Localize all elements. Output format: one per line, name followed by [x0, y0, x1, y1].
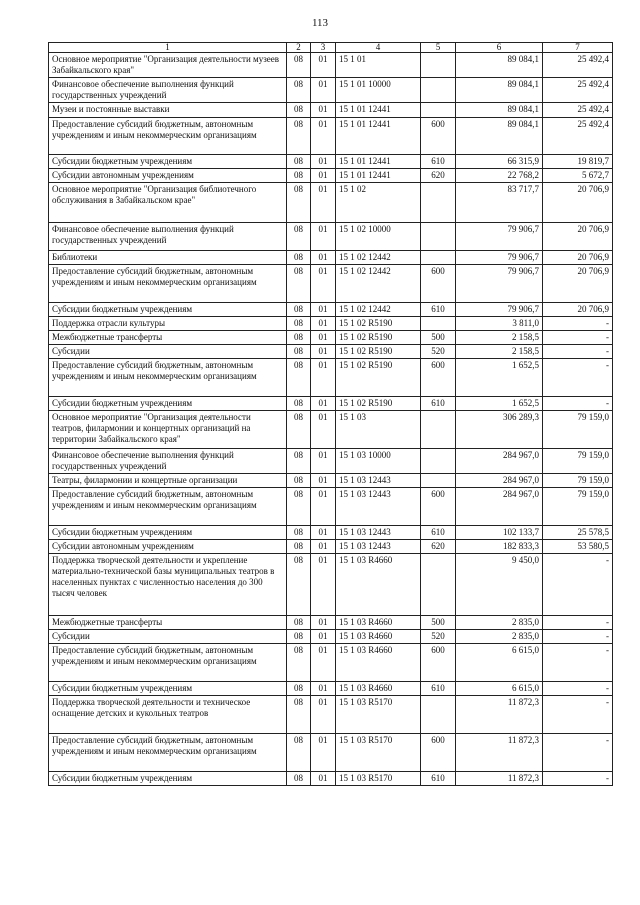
row-amount-2-cell: 19 819,7 [543, 155, 613, 169]
row-expense-type-cell [421, 251, 456, 265]
row-name-cell: Субсидии бюджетным учреждениям [49, 303, 287, 317]
row-expense-type-cell [421, 53, 456, 78]
row-amount-1-cell: 9 450,0 [456, 554, 543, 616]
row-subsection-cell: 01 [311, 265, 336, 303]
row-target-article-cell: 15 1 01 12441 [336, 118, 421, 155]
row-amount-2-cell: 25 492,4 [543, 118, 613, 155]
row-amount-1-cell: 89 084,1 [456, 78, 543, 103]
row-amount-1-cell: 89 084,1 [456, 53, 543, 78]
table-row [49, 772, 613, 786]
row-subsection-cell: 01 [311, 616, 336, 630]
row-section-cell: 08 [287, 554, 311, 616]
row-target-article-cell: 15 1 03 10000 [336, 449, 421, 474]
table-row [49, 682, 613, 696]
row-subsection-cell: 01 [311, 251, 336, 265]
row-amount-2-cell: 25 492,4 [543, 53, 613, 78]
table-row [49, 644, 613, 682]
row-target-article-cell: 15 1 03 12443 [336, 540, 421, 554]
row-name-cell: Предоставление субсидий бюджетным, автономным учреждениям и иным некоммерческим организациям [49, 359, 287, 397]
row-target-article-cell: 15 1 02 R5190 [336, 345, 421, 359]
row-section-cell: 08 [287, 682, 311, 696]
row-subsection-cell: 01 [311, 411, 336, 449]
table-row [49, 183, 613, 223]
row-amount-1-cell: 6 615,0 [456, 644, 543, 682]
row-name-cell: Основное мероприятие "Организация библиотечного обслуживания в Забайкальском крае" [49, 183, 287, 223]
table-row [49, 734, 613, 772]
row-expense-type-cell: 610 [421, 303, 456, 317]
table-row [49, 303, 613, 317]
row-target-article-cell: 15 1 03 R4660 [336, 630, 421, 644]
row-expense-type-cell [421, 411, 456, 449]
table-row [49, 345, 613, 359]
row-expense-type-cell: 520 [421, 345, 456, 359]
row-section-cell: 08 [287, 223, 311, 251]
row-subsection-cell: 01 [311, 155, 336, 169]
row-name-cell: Межбюджетные трансферты [49, 331, 287, 345]
row-amount-1-cell: 66 315,9 [456, 155, 543, 169]
row-target-article-cell: 15 1 02 R5190 [336, 317, 421, 331]
row-name-cell: Музеи и постоянные выставки [49, 103, 287, 118]
row-section-cell: 08 [287, 345, 311, 359]
row-amount-1-cell: 182 833,3 [456, 540, 543, 554]
header-col-7: 7 [543, 43, 613, 53]
row-subsection-cell: 01 [311, 540, 336, 554]
row-amount-2-cell: 53 580,5 [543, 540, 613, 554]
row-expense-type-cell: 610 [421, 772, 456, 786]
table-row [49, 411, 613, 449]
row-amount-2-cell: - [543, 644, 613, 682]
row-expense-type-cell [421, 449, 456, 474]
row-subsection-cell: 01 [311, 682, 336, 696]
row-expense-type-cell: 610 [421, 155, 456, 169]
row-subsection-cell: 01 [311, 183, 336, 223]
row-target-article-cell: 15 1 03 12443 [336, 526, 421, 540]
row-amount-2-cell: 25 492,4 [543, 78, 613, 103]
row-amount-1-cell: 79 906,7 [456, 303, 543, 317]
table-row [49, 223, 613, 251]
row-amount-2-cell: - [543, 331, 613, 345]
row-amount-2-cell: 20 706,9 [543, 251, 613, 265]
row-expense-type-cell: 600 [421, 359, 456, 397]
row-amount-2-cell: - [543, 317, 613, 331]
row-section-cell: 08 [287, 474, 311, 488]
row-amount-1-cell: 79 906,7 [456, 251, 543, 265]
row-amount-1-cell: 1 652,5 [456, 397, 543, 411]
row-expense-type-cell [421, 317, 456, 331]
row-subsection-cell: 01 [311, 474, 336, 488]
row-subsection-cell: 01 [311, 317, 336, 331]
row-amount-2-cell: - [543, 616, 613, 630]
row-target-article-cell: 15 1 02 [336, 183, 421, 223]
row-subsection-cell: 01 [311, 449, 336, 474]
row-target-article-cell: 15 1 03 R5170 [336, 734, 421, 772]
row-amount-1-cell: 11 872,3 [456, 772, 543, 786]
row-subsection-cell: 01 [311, 526, 336, 540]
row-amount-1-cell: 2 158,5 [456, 345, 543, 359]
row-name-cell: Субсидии бюджетным учреждениям [49, 682, 287, 696]
table-row [49, 118, 613, 155]
row-subsection-cell: 01 [311, 772, 336, 786]
row-expense-type-cell: 610 [421, 682, 456, 696]
row-section-cell: 08 [287, 449, 311, 474]
row-name-cell: Финансовое обеспечение выполнения функций государственных учреждений [49, 223, 287, 251]
row-section-cell: 08 [287, 616, 311, 630]
row-amount-2-cell: 20 706,9 [543, 223, 613, 251]
table-row [49, 474, 613, 488]
row-name-cell: Поддержка творческой деятельности и укрепление материально-технической базы муниципальных театров в населенных пунктах с численностью населения до 300 тысяч человек [49, 554, 287, 616]
row-target-article-cell: 15 1 03 R5170 [336, 772, 421, 786]
row-name-cell: Поддержка творческой деятельности и техническое оснащение детских и кукольных театров [49, 696, 287, 734]
budget-table [48, 42, 613, 786]
table-row [49, 155, 613, 169]
row-section-cell: 08 [287, 630, 311, 644]
row-name-cell: Основное мероприятие "Организация деятельности театров, филармонии и концертных организаций на территории Забайкальского края" [49, 411, 287, 449]
row-amount-2-cell: 79 159,0 [543, 488, 613, 526]
table-row [49, 265, 613, 303]
row-expense-type-cell [421, 474, 456, 488]
row-amount-2-cell: - [543, 696, 613, 734]
row-subsection-cell: 01 [311, 734, 336, 772]
row-amount-1-cell: 22 768,2 [456, 169, 543, 183]
row-expense-type-cell: 620 [421, 540, 456, 554]
row-section-cell: 08 [287, 331, 311, 345]
row-amount-2-cell: 25 578,5 [543, 526, 613, 540]
row-amount-2-cell: 20 706,9 [543, 265, 613, 303]
row-name-cell: Субсидии [49, 630, 287, 644]
row-target-article-cell: 15 1 03 R5170 [336, 696, 421, 734]
row-expense-type-cell: 600 [421, 644, 456, 682]
table-row [49, 359, 613, 397]
row-expense-type-cell: 600 [421, 118, 456, 155]
row-target-article-cell: 15 1 03 R4660 [336, 616, 421, 630]
row-target-article-cell: 15 1 02 R5190 [336, 359, 421, 397]
row-name-cell: Предоставление субсидий бюджетным, автономным учреждениям и иным некоммерческим организациям [49, 488, 287, 526]
row-name-cell: Поддержка отрасли культуры [49, 317, 287, 331]
table-row [49, 317, 613, 331]
row-name-cell: Предоставление субсидий бюджетным, автономным учреждениям и иным некоммерческим организациям [49, 265, 287, 303]
row-section-cell: 08 [287, 251, 311, 265]
row-expense-type-cell [421, 103, 456, 118]
row-amount-1-cell: 2 158,5 [456, 331, 543, 345]
row-section-cell: 08 [287, 644, 311, 682]
header-col-4: 4 [336, 43, 421, 53]
row-expense-type-cell: 610 [421, 397, 456, 411]
row-subsection-cell: 01 [311, 53, 336, 78]
row-amount-2-cell: - [543, 630, 613, 644]
table-body [49, 53, 613, 786]
table-row [49, 630, 613, 644]
row-section-cell: 08 [287, 696, 311, 734]
row-target-article-cell: 15 1 03 R4660 [336, 644, 421, 682]
row-target-article-cell: 15 1 02 R5190 [336, 331, 421, 345]
row-target-article-cell: 15 1 02 R5190 [336, 397, 421, 411]
row-amount-1-cell: 2 835,0 [456, 630, 543, 644]
table-row [49, 78, 613, 103]
row-expense-type-cell [421, 78, 456, 103]
row-subsection-cell: 01 [311, 397, 336, 411]
row-expense-type-cell [421, 223, 456, 251]
row-section-cell: 08 [287, 488, 311, 526]
row-target-article-cell: 15 1 02 12442 [336, 265, 421, 303]
table-row [49, 526, 613, 540]
row-section-cell: 08 [287, 540, 311, 554]
row-amount-1-cell: 284 967,0 [456, 488, 543, 526]
row-amount-2-cell: - [543, 772, 613, 786]
table-row [49, 251, 613, 265]
row-expense-type-cell: 600 [421, 488, 456, 526]
row-amount-1-cell: 284 967,0 [456, 474, 543, 488]
row-target-article-cell: 15 1 02 10000 [336, 223, 421, 251]
row-name-cell: Субсидии бюджетным учреждениям [49, 772, 287, 786]
row-expense-type-cell: 600 [421, 265, 456, 303]
row-subsection-cell: 01 [311, 223, 336, 251]
table-row [49, 53, 613, 78]
row-subsection-cell: 01 [311, 630, 336, 644]
row-amount-2-cell: - [543, 345, 613, 359]
row-expense-type-cell: 610 [421, 526, 456, 540]
row-amount-2-cell: - [543, 359, 613, 397]
row-target-article-cell: 15 1 01 10000 [336, 78, 421, 103]
page-number: 113 [311, 17, 329, 29]
row-subsection-cell: 01 [311, 103, 336, 118]
row-expense-type-cell [421, 696, 456, 734]
row-name-cell: Предоставление субсидий бюджетным, автономным учреждениям и иным некоммерческим организациям [49, 118, 287, 155]
row-amount-2-cell: 79 159,0 [543, 474, 613, 488]
row-name-cell: Субсидии автономным учреждениям [49, 540, 287, 554]
row-subsection-cell: 01 [311, 696, 336, 734]
row-subsection-cell: 01 [311, 169, 336, 183]
row-amount-1-cell: 11 872,3 [456, 696, 543, 734]
row-target-article-cell: 15 1 03 [336, 411, 421, 449]
row-amount-2-cell: - [543, 734, 613, 772]
row-amount-1-cell: 3 811,0 [456, 317, 543, 331]
table-row [49, 488, 613, 526]
row-subsection-cell: 01 [311, 78, 336, 103]
row-amount-2-cell: 25 492,4 [543, 103, 613, 118]
row-section-cell: 08 [287, 772, 311, 786]
row-name-cell: Субсидии бюджетным учреждениям [49, 397, 287, 411]
table-row [49, 540, 613, 554]
row-amount-2-cell: 79 159,0 [543, 449, 613, 474]
row-name-cell: Субсидии [49, 345, 287, 359]
row-amount-1-cell: 11 872,3 [456, 734, 543, 772]
row-section-cell: 08 [287, 183, 311, 223]
row-section-cell: 08 [287, 53, 311, 78]
row-target-article-cell: 15 1 01 12441 [336, 169, 421, 183]
row-amount-2-cell: 79 159,0 [543, 411, 613, 449]
row-amount-1-cell: 89 084,1 [456, 118, 543, 155]
row-name-cell: Театры, филармонии и концертные организации [49, 474, 287, 488]
row-name-cell: Финансовое обеспечение выполнения функций государственных учреждений [49, 78, 287, 103]
row-target-article-cell: 15 1 03 12443 [336, 474, 421, 488]
row-amount-2-cell: - [543, 554, 613, 616]
row-section-cell: 08 [287, 118, 311, 155]
row-target-article-cell: 15 1 02 12442 [336, 303, 421, 317]
row-section-cell: 08 [287, 411, 311, 449]
header-row [49, 43, 613, 53]
table-row [49, 554, 613, 616]
row-amount-1-cell: 83 717,7 [456, 183, 543, 223]
row-section-cell: 08 [287, 103, 311, 118]
row-amount-1-cell: 6 615,0 [456, 682, 543, 696]
row-subsection-cell: 01 [311, 488, 336, 526]
row-section-cell: 08 [287, 317, 311, 331]
header-col-3: 3 [311, 43, 336, 53]
row-name-cell: Субсидии бюджетным учреждениям [49, 526, 287, 540]
table-row [49, 397, 613, 411]
row-amount-1-cell: 79 906,7 [456, 265, 543, 303]
table-row [49, 169, 613, 183]
row-target-article-cell: 15 1 01 [336, 53, 421, 78]
row-target-article-cell: 15 1 03 12443 [336, 488, 421, 526]
row-expense-type-cell [421, 183, 456, 223]
row-section-cell: 08 [287, 265, 311, 303]
row-amount-1-cell: 284 967,0 [456, 449, 543, 474]
row-amount-1-cell: 306 289,3 [456, 411, 543, 449]
row-amount-2-cell: - [543, 682, 613, 696]
row-name-cell: Библиотеки [49, 251, 287, 265]
row-name-cell: Предоставление субсидий бюджетным, автономным учреждениям и иным некоммерческим организациям [49, 734, 287, 772]
row-amount-2-cell: 20 706,9 [543, 183, 613, 223]
row-section-cell: 08 [287, 397, 311, 411]
header-col-2: 2 [287, 43, 311, 53]
row-target-article-cell: 15 1 01 12441 [336, 155, 421, 169]
row-name-cell: Межбюджетные трансферты [49, 616, 287, 630]
row-subsection-cell: 01 [311, 331, 336, 345]
row-name-cell: Субсидии автономным учреждениям [49, 169, 287, 183]
row-amount-1-cell: 79 906,7 [456, 223, 543, 251]
row-subsection-cell: 01 [311, 118, 336, 155]
row-subsection-cell: 01 [311, 345, 336, 359]
row-subsection-cell: 01 [311, 644, 336, 682]
row-amount-2-cell: 20 706,9 [543, 303, 613, 317]
row-name-cell: Предоставление субсидий бюджетным, автономным учреждениям и иным некоммерческим организациям [49, 644, 287, 682]
table-row [49, 103, 613, 118]
table-row [49, 331, 613, 345]
row-target-article-cell: 15 1 03 R4660 [336, 682, 421, 696]
row-amount-1-cell: 2 835,0 [456, 616, 543, 630]
table-row [49, 449, 613, 474]
row-name-cell: Субсидии бюджетным учреждениям [49, 155, 287, 169]
row-section-cell: 08 [287, 169, 311, 183]
row-expense-type-cell: 620 [421, 169, 456, 183]
row-expense-type-cell: 500 [421, 331, 456, 345]
row-expense-type-cell: 520 [421, 630, 456, 644]
header-col-6: 6 [456, 43, 543, 53]
row-target-article-cell: 15 1 02 12442 [336, 251, 421, 265]
row-expense-type-cell [421, 554, 456, 616]
row-amount-2-cell: - [543, 397, 613, 411]
row-amount-1-cell: 1 652,5 [456, 359, 543, 397]
row-amount-1-cell: 89 084,1 [456, 103, 543, 118]
row-name-cell: Основное мероприятие "Организация деятельности музеев Забайкальского края" [49, 53, 287, 78]
row-section-cell: 08 [287, 734, 311, 772]
row-target-article-cell: 15 1 01 12441 [336, 103, 421, 118]
row-amount-1-cell: 102 133,7 [456, 526, 543, 540]
header-col-5: 5 [421, 43, 456, 53]
row-expense-type-cell: 600 [421, 734, 456, 772]
row-subsection-cell: 01 [311, 359, 336, 397]
row-section-cell: 08 [287, 155, 311, 169]
table-row [49, 696, 613, 734]
row-subsection-cell: 01 [311, 554, 336, 616]
row-section-cell: 08 [287, 78, 311, 103]
row-expense-type-cell: 500 [421, 616, 456, 630]
row-section-cell: 08 [287, 303, 311, 317]
row-section-cell: 08 [287, 359, 311, 397]
row-target-article-cell: 15 1 03 R4660 [336, 554, 421, 616]
row-subsection-cell: 01 [311, 303, 336, 317]
row-name-cell: Финансовое обеспечение выполнения функций государственных учреждений [49, 449, 287, 474]
header-col-1: 1 [49, 43, 287, 53]
row-section-cell: 08 [287, 526, 311, 540]
table-row [49, 616, 613, 630]
row-amount-2-cell: 5 672,7 [543, 169, 613, 183]
